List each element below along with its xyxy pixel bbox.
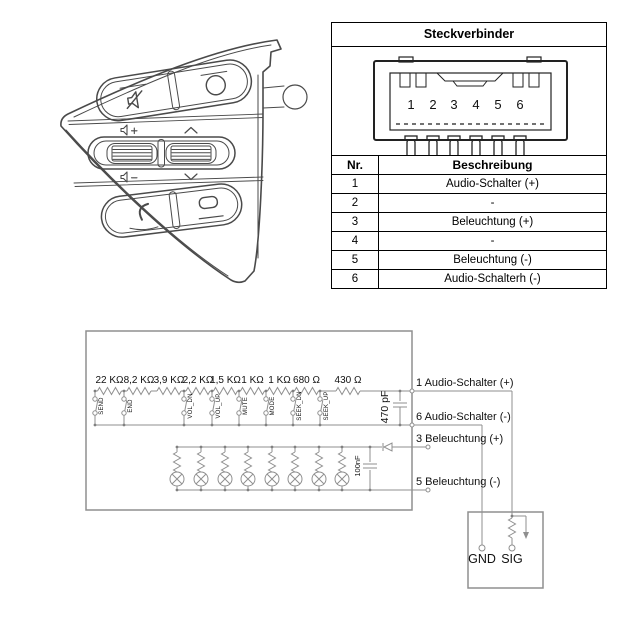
table-row (332, 212, 606, 231)
resistor-label: 2,2 KΩ (182, 375, 214, 386)
cell-nr: 2 (332, 194, 379, 212)
table-row (332, 193, 606, 212)
resistor-label: 22 KΩ (95, 375, 124, 386)
resistor-label: 1 KΩ (268, 375, 291, 386)
sig-terminal (509, 545, 515, 551)
switch-label: SEEK_UP (324, 391, 330, 421)
steering-wheel-illustration (28, 16, 328, 288)
connector-pins (405, 136, 526, 155)
cell-nr: 6 (332, 270, 379, 288)
resistor-label: 430 Ω (334, 375, 362, 386)
illumination-capacitor-label: 100nF (353, 455, 362, 477)
illumination-lamps (170, 447, 349, 490)
circuit-schematic (0, 318, 623, 619)
table-row (332, 250, 606, 269)
sig-label: SIG (501, 552, 523, 566)
illumination-diode (383, 443, 392, 451)
cell-desc: Audio-Schalterh (-) (444, 273, 541, 285)
pin-label-illumination-plus: 3 Beleuchtung (+) (416, 433, 504, 445)
col-header-nr: Nr. (332, 156, 379, 174)
cell-desc: Beleuchtung (-) (453, 254, 532, 266)
pin-number: 3 (450, 97, 458, 112)
pin-number: 6 (516, 97, 524, 112)
switch-label: VOL_DN (188, 393, 194, 419)
cell-nr: 4 (332, 232, 379, 250)
pin-number: 5 (494, 97, 502, 112)
resistor-label: 680 Ω (293, 375, 320, 386)
resistor-label: 1,5 KΩ (210, 375, 241, 386)
connector-drawing (332, 47, 605, 155)
wheel-side-tab (283, 85, 307, 109)
connector-panel (331, 22, 607, 289)
switch-label: MUTE (243, 397, 249, 415)
audio-capacitor (393, 391, 407, 425)
table-row (332, 231, 606, 250)
pin-number: 1 (407, 97, 415, 112)
switch-label: MODE (270, 396, 276, 416)
resistor-label: 1 KΩ (241, 375, 264, 386)
pin-table (332, 155, 606, 288)
cell-nr: 1 (332, 175, 379, 193)
resistor-label: 3,9 KΩ (153, 375, 185, 386)
gnd-terminal (479, 545, 485, 551)
audio-capacitor-label: 470 pF (379, 390, 391, 424)
cell-nr: 5 (332, 251, 379, 269)
pin-label-audio-plus: 1 Audio-Schalter (+) (416, 377, 514, 389)
switch-label: SEND (99, 397, 105, 415)
table-row (332, 269, 606, 288)
switch-label: VOL_UP (216, 393, 222, 419)
panel-title: Steckverbinder (332, 23, 606, 47)
resistor-label: 8,2 KΩ (123, 375, 155, 386)
table-row (332, 174, 606, 193)
table-header-row (332, 156, 606, 174)
pin-number: 4 (472, 97, 480, 112)
cell-desc: Audio-Schalter (+) (446, 178, 539, 190)
wheel-body-outline (61, 40, 281, 282)
col-header-beschreibung: Beschreibung (452, 158, 533, 172)
cell-desc: - (490, 235, 495, 247)
cell-desc: Beleuchtung (+) (451, 216, 534, 228)
cell-nr: 3 (332, 213, 379, 231)
switch-label: END (128, 399, 134, 413)
gnd-label: GND (468, 552, 496, 566)
illumination-capacitor (363, 447, 377, 490)
pin-label-audio-minus: 6 Audio-Schalter (-) (416, 411, 511, 423)
pin-number: 2 (429, 97, 437, 112)
cell-desc: - (490, 197, 495, 209)
switch-label: SEEK_DN (297, 391, 303, 421)
pin-label-illumination-minus: 5 Beleuchtung (-) (416, 476, 501, 488)
switch-module-box (86, 331, 412, 510)
